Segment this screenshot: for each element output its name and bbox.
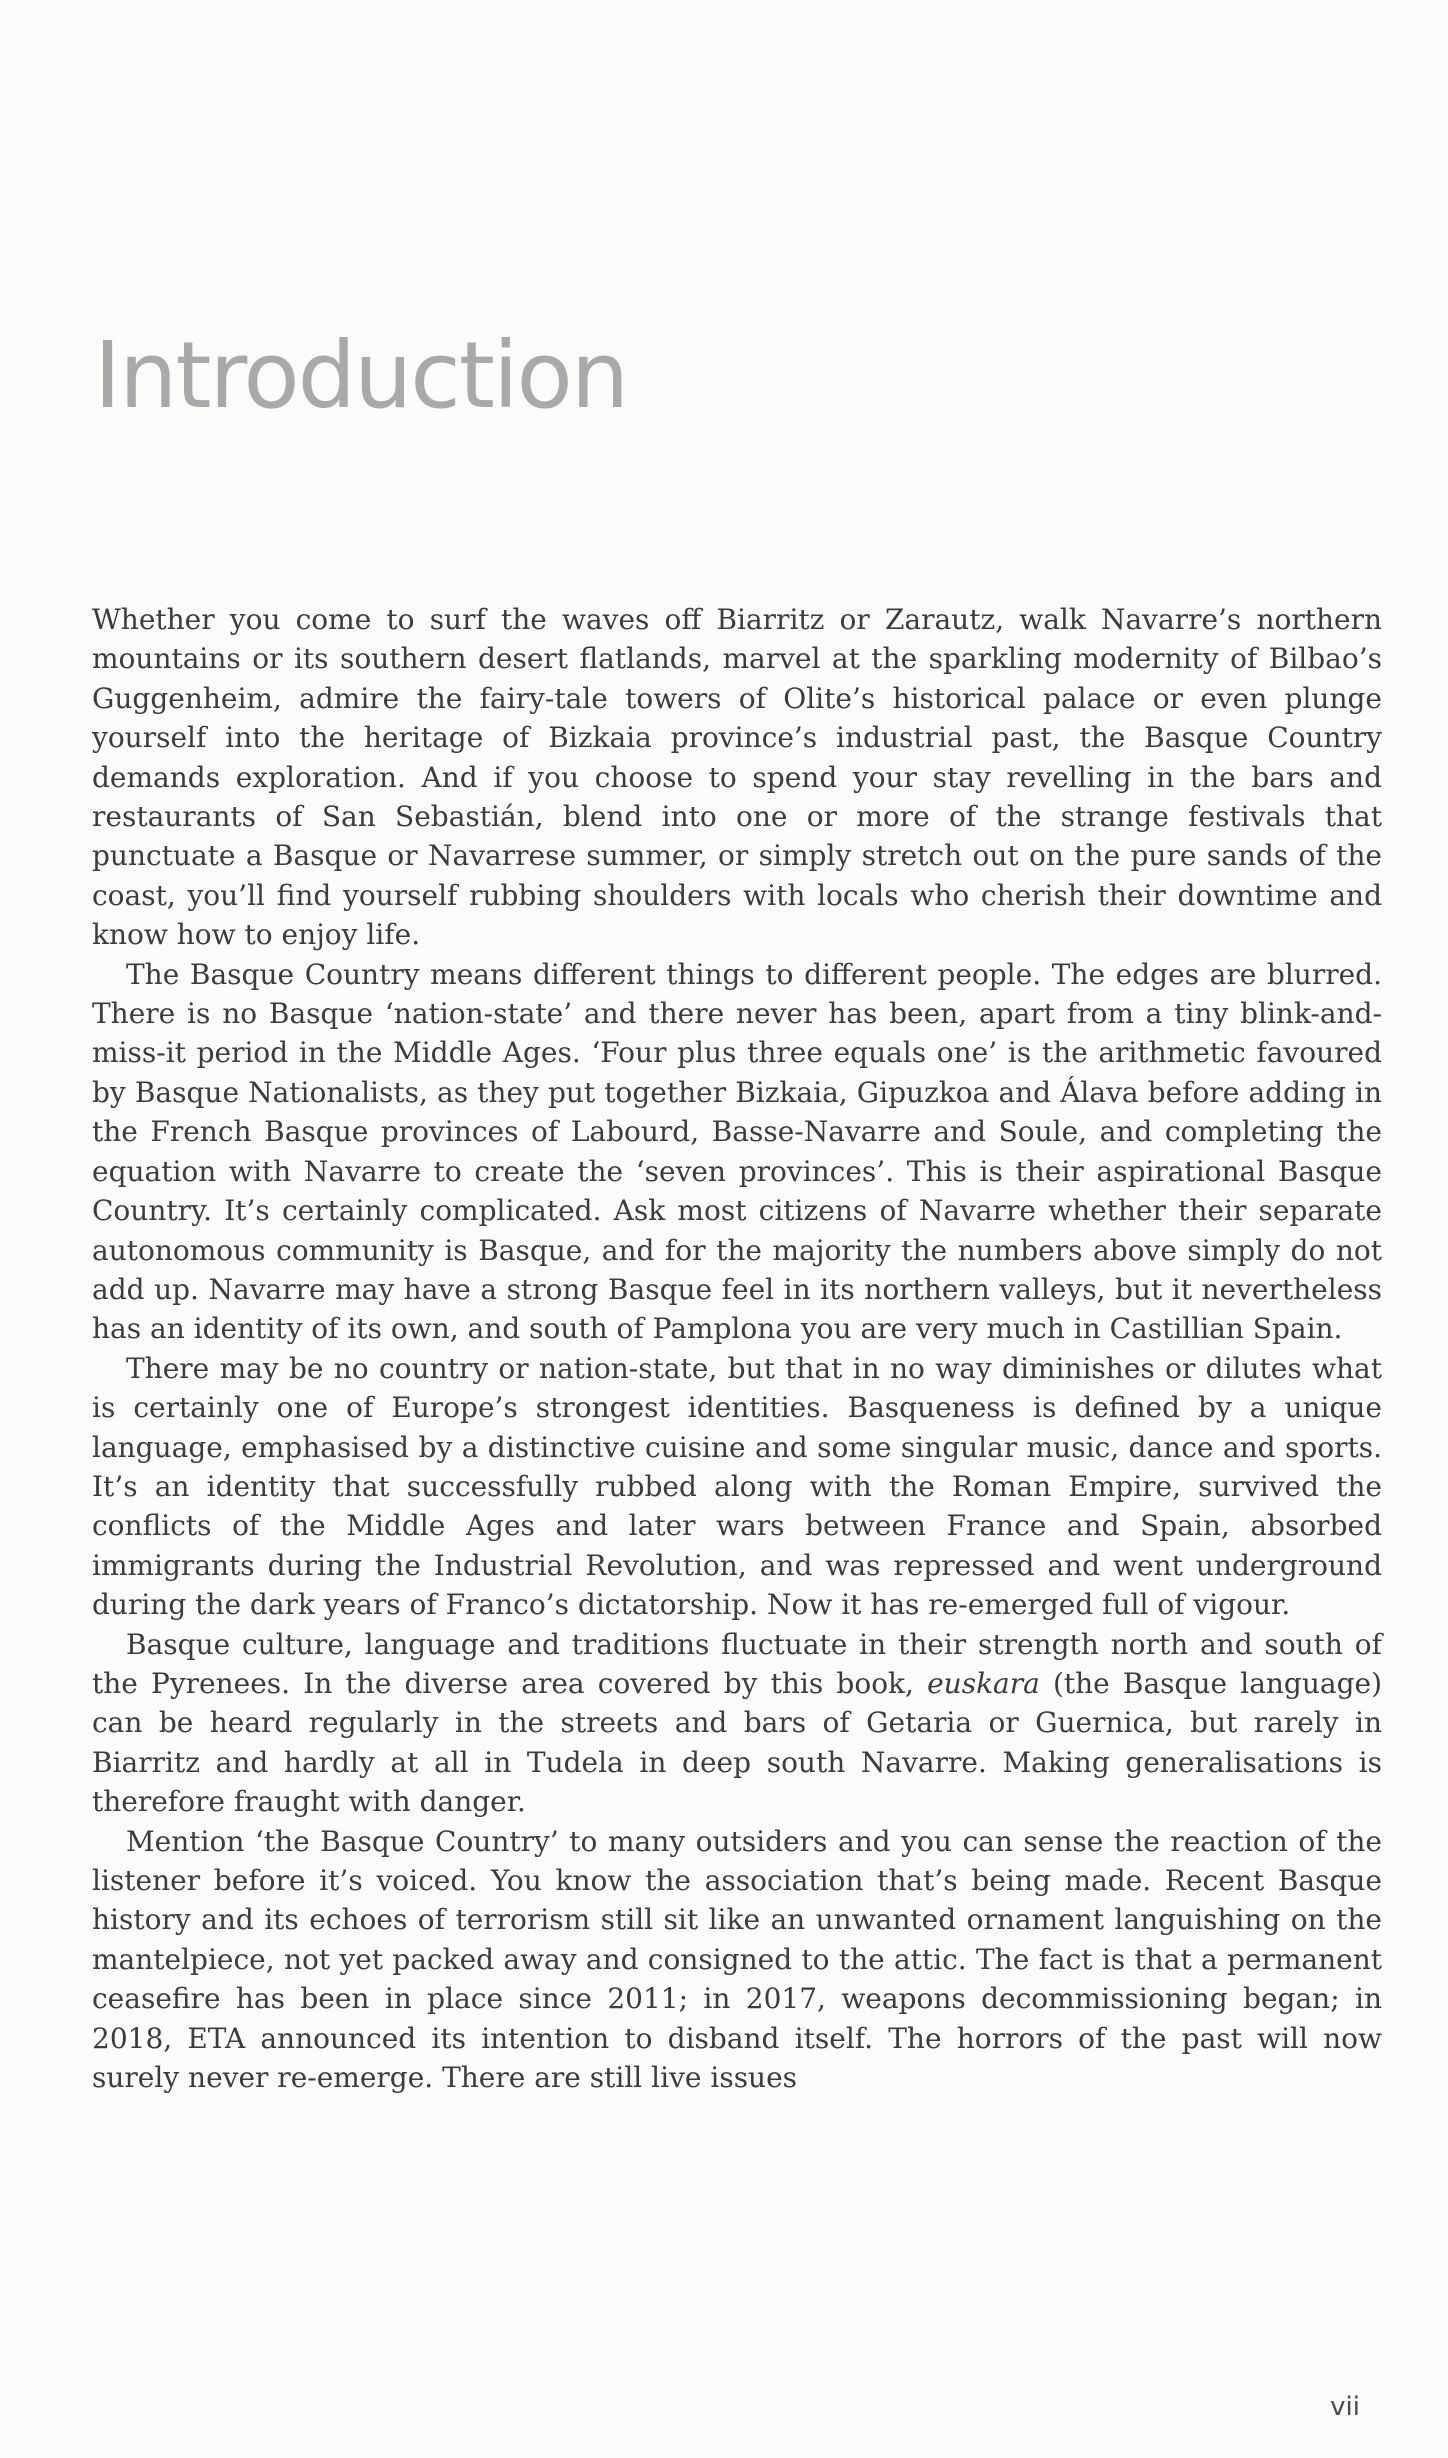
paragraph-3: There may be no country or nation-state, but that in no way diminishes or dilutes what is certainly one of Europe’s strongest identities. Basqueness is defined by a unique language, emphasised by a distinctive cuisine and some singular music, dance and sports. It’s an identity that successfully rubbed along with the Roman Empire, survived the conflicts of the Middle Ages and later wars between France and Spain, absorbed immigrants during the Industrial Revolution, and was repressed and went underground during the dark years of Franco’s dictatorship. Now it has re-emerged full of vigour. xyxy=(92,1351,1382,1622)
paragraph-1: Whether you come to surf the waves off Biarritz or Zarautz, walk Navarre’s northern mountains or its southern desert flatlands, marvel at the sparkling modernity of Bilbao’s Guggenheim, admire the fairy-tale towers of Olite’s historical palace or even plunge yourself into the heritage of Bizkaia province’s industrial past, the Basque Country demands exploration. And if you choose to spend your stay revelling in the bars and restaurants of San Sebastián, blend into one or more of the strange festivals that punctuate a Basque or Navarrese summer, or simply stretch out on the pure sands of the coast, you’ll find yourself rubbing shoulders with locals who cherish their downtime and know how to enjoy life. xyxy=(92,603,1382,952)
paragraph-4 xyxy=(92,1625,1382,1822)
page-number: vii xyxy=(1330,2392,1360,2422)
chapter-title: Introduction xyxy=(94,322,628,429)
paragraph-4-text-before: Basque culture, language and traditions fluctuate in their strength north and south of the Pyrenees. In the diverse area covered by this book, xyxy=(92,1627,1382,1700)
euskara-term: euskara xyxy=(927,1666,1040,1700)
paragraph-2: The Basque Country means different things to different people. The edges are blurred. There is no Basque ‘nation-state’ and there never has been, apart from a tiny blink-and-miss-it period in the Middle Ages. ‘Four plus three equals one’ is the arithmetic favoured by Basque Nationalists, as they put together Bizkaia, Gipuzkoa and Álava before adding in the French Basque provinces of Labourd, Basse-Navarre and Soule, and completing the equation with Navarre to create the ‘seven provinces’. This is their aspirational Basque Country. It’s certainly complicated. Ask most citizens of Navarre whether their separate autonomous community is Basque, and for the majority the numbers above simply do not add up. Navarre may have a strong Basque feel in its northern valleys, but it nevertheless has an identity of its own, and south of Pamplona you are very much in Castillian Spain. xyxy=(92,957,1382,1346)
paragraph-4-text-after: (the Basque language) can be heard regularly in the streets and bars of Getaria or Guernica, but rarely in Biarritz and hardly at all in Tudela in deep south Navarre. Making generalisations is therefore fraught with danger. xyxy=(92,1666,1382,1819)
body-text xyxy=(92,600,1382,2097)
paragraph-5: Mention ‘the Basque Country’ to many outsiders and you can sense the reaction of the listener before it’s voiced. You know the association that’s being made. Recent Basque history and its echoes of terrorism still sit like an unwanted ornament languishing on the mantelpiece, not yet packed away and consigned to the attic. The fact is that a permanent ceasefire has been in place since 2011; in 2017, weapons decommissioning began; in 2018, ETA announced its intention to disband itself. The horrors of the past will now surely never re-emerge. There are still live issues xyxy=(92,1824,1382,2095)
